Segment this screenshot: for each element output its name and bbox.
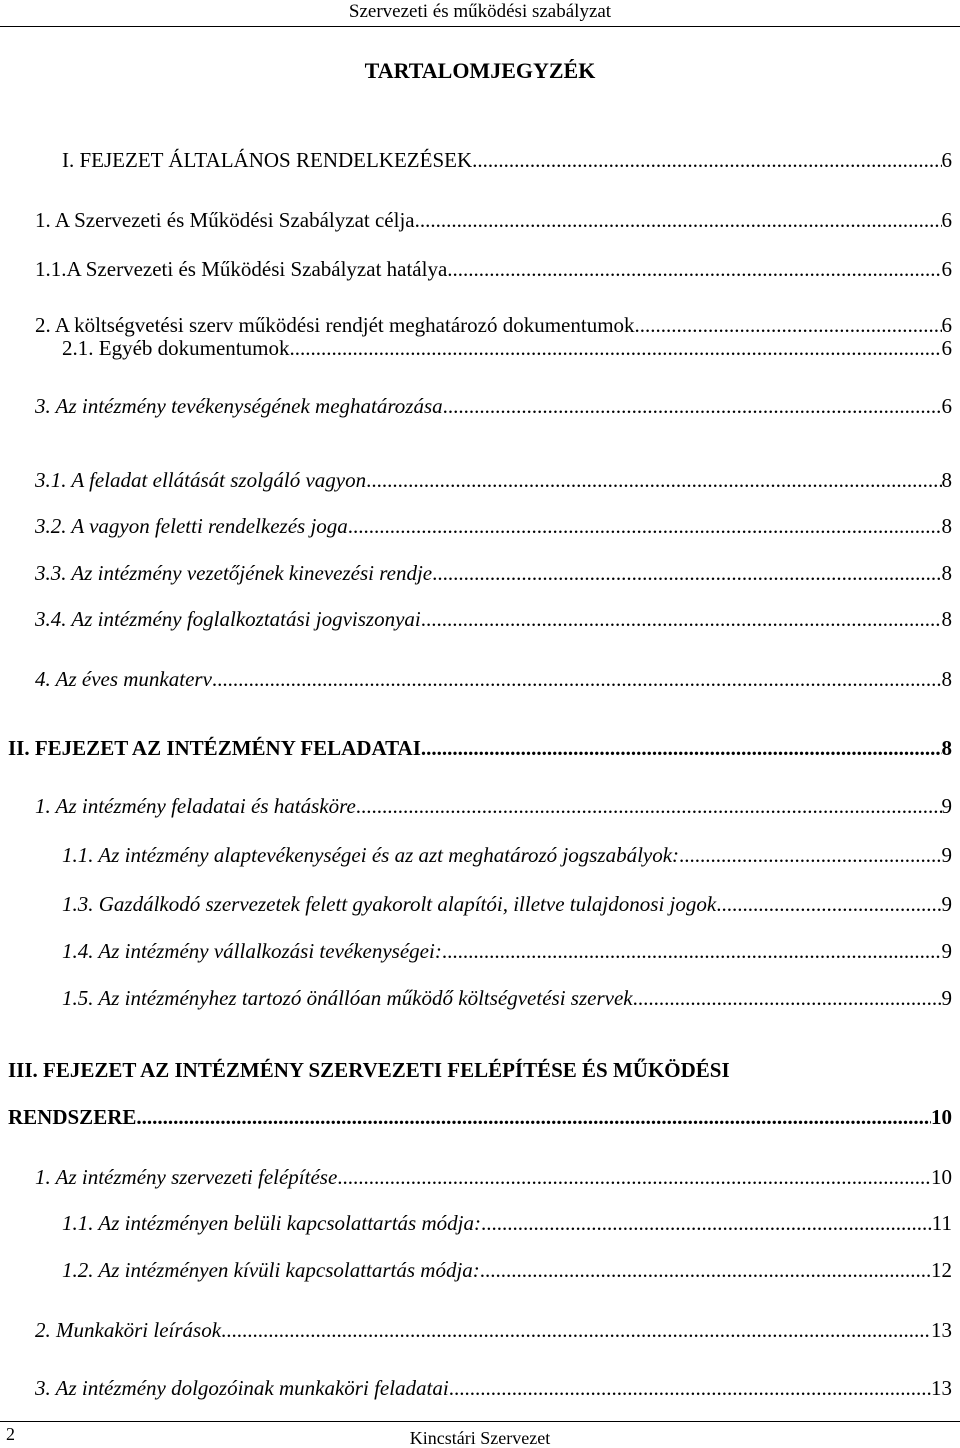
toc-entry-label: 1.3. Gazdálkodó szervezetek felett gyakorolt alapítói, illetve tulajdonosi jogok [62, 892, 717, 916]
toc-entry-label: 2.1. Egyéb dokumentumok [62, 336, 290, 360]
toc-entry-label: 2. A költségvetési szerv működési rendjét meghatározó dokumentumok [35, 313, 635, 337]
footer-rule [0, 1421, 960, 1422]
toc-entry-page: 13 [931, 1318, 952, 1342]
toc-leader-dots [447, 254, 941, 284]
toc-leader-dots [442, 936, 942, 966]
toc-leader-dots [443, 391, 942, 421]
toc-entry-page: 8 [941, 561, 952, 585]
toc-entry-chapter-2[interactable] [8, 733, 952, 763]
toc-entry-page: 11 [931, 1211, 952, 1235]
toc-entry-label: 1.4. Az intézmény vállalkozási tevékenységei: [62, 939, 442, 963]
toc-entry[interactable] [35, 254, 952, 284]
toc-entry-page: 8 [941, 667, 952, 691]
toc-entry-label: 3.4. Az intézmény foglalkoztatási jogviszonyai [35, 607, 421, 631]
toc-entry[interactable] [35, 511, 952, 541]
toc-entry[interactable] [62, 840, 952, 870]
toc-leader-dots [421, 733, 942, 763]
toc-entry-page: 6 [941, 336, 952, 360]
toc-leader-dots [472, 145, 941, 175]
toc-entry-page: 9 [941, 986, 952, 1010]
toc-entry[interactable] [35, 558, 952, 588]
toc-entry-label: 1.5. Az intézményhez tartozó önállóan működő költségvetési szervek [62, 986, 633, 1010]
toc-leader-dots [679, 840, 941, 870]
toc-leader-dots [421, 604, 942, 634]
toc-entry-label: II. FEJEZET AZ INTÉZMÉNY FELADATAI [8, 736, 421, 760]
toc-entry-page: 8 [941, 736, 952, 760]
toc-entry-label: 3.2. A vagyon feletti rendelkezés joga [35, 514, 348, 538]
toc-entry-label-continuation: RENDSZERE [8, 1105, 137, 1129]
toc-entry[interactable] [35, 205, 952, 235]
toc-entry[interactable] [62, 936, 952, 966]
toc-entry[interactable] [35, 791, 952, 821]
toc-entry[interactable] [35, 1162, 952, 1192]
toc-entry-page: 9 [941, 892, 952, 916]
toc-entry-page: 8 [941, 468, 952, 492]
toc-entry-label: 1.1.A Szervezeti és Működési Szabályzat hatálya [35, 257, 448, 281]
toc-entry[interactable] [35, 465, 952, 495]
toc-entry-label: 1. Az intézmény szervezeti felépítése [35, 1165, 338, 1189]
toc-leader-dots [289, 333, 941, 363]
toc-entry-label: 1.2. Az intézményen kívüli kapcsolattartás módja: [62, 1258, 480, 1282]
toc-entry-label: 1. Az intézmény feladatai és hatásköre [35, 794, 356, 818]
toc-entry[interactable] [62, 1255, 952, 1285]
toc-entry-label: 4. Az éves munkaterv [35, 667, 212, 691]
toc-entry-label: 3.3. Az intézmény vezetőjének kinevezési rendje [35, 561, 433, 585]
toc-entry-label: 1. A Szervezeti és Működési Szabályzat célja [35, 208, 415, 232]
toc-entry-page: 10 [931, 1105, 952, 1129]
toc-entry-page: 6 [941, 208, 952, 232]
toc-leader-dots [432, 558, 941, 588]
page-number: 2 [6, 1424, 15, 1444]
toc-leader-dots [480, 1255, 931, 1285]
toc-entry[interactable] [35, 1373, 952, 1403]
toc-leader-dots [356, 791, 942, 821]
toc-leader-dots [348, 511, 942, 541]
toc-entry-page: 6 [941, 313, 952, 337]
toc-entry-page: 6 [941, 148, 952, 172]
toc-entry-page: 13 [931, 1376, 952, 1400]
toc-entry-page: 10 [931, 1165, 952, 1189]
toc-leader-dots [415, 205, 942, 235]
toc-title: TARTALOMJEGYZÉK [364, 58, 596, 83]
toc-entry[interactable] [62, 983, 952, 1013]
running-footer: Kincstári Szervezet [409, 1428, 551, 1448]
toc-entry-page: 12 [931, 1258, 952, 1282]
toc-leader-dots [337, 1162, 931, 1192]
toc-entry[interactable] [62, 1208, 952, 1238]
toc-entry[interactable] [62, 889, 952, 919]
toc-entry-page: 6 [941, 394, 952, 418]
toc-leader-dots [366, 465, 941, 495]
toc-entry-label: I. FEJEZET ÁLTALÁNOS RENDELKEZÉSEK [62, 148, 473, 172]
toc-entry[interactable] [62, 333, 952, 363]
toc-leader-dots [136, 1102, 931, 1132]
toc-entry[interactable] [35, 604, 952, 634]
toc-entry-page: 9 [941, 843, 952, 867]
toc-entry-page: 6 [941, 257, 952, 281]
toc-entry-label: III. FEJEZET AZ INTÉZMÉNY SZERVEZETI FELÉPÍTÉSE ÉS MŰKÖDÉSI [8, 1058, 730, 1082]
toc-leader-dots [221, 1315, 931, 1345]
toc-entry-label: 3.1. A feladat ellátását szolgáló vagyon [35, 468, 367, 492]
toc-entry-label: 2. Munkaköri leírások [35, 1318, 222, 1342]
toc-leader-dots [481, 1208, 932, 1238]
toc-entry-chapter-1[interactable] [62, 145, 952, 175]
toc-leader-dots [449, 1373, 931, 1403]
toc-leader-dots [212, 664, 942, 694]
toc-entry-label: 3. Az intézmény dolgozóinak munkaköri feladatai [35, 1376, 449, 1400]
toc-entry-page: 9 [941, 794, 952, 818]
toc-entry-label: 3. Az intézmény tevékenységének meghatározása [35, 394, 443, 418]
toc-leader-dots [716, 889, 941, 919]
toc-entry-page: 8 [941, 514, 952, 538]
toc-entry[interactable] [35, 1315, 952, 1345]
toc-entry[interactable] [35, 664, 952, 694]
toc-entry-page: 8 [941, 607, 952, 631]
running-header-title: Szervezeti és működési szabályzat [348, 1, 612, 22]
toc-entry-page: 9 [941, 939, 952, 963]
toc-entry-label: 1.1. Az intézmény alaptevékenységei és az azt meghatározó jogszabályok: [62, 843, 680, 867]
toc-entry-label: 1.1. Az intézményen belüli kapcsolattartás módja: [62, 1211, 481, 1235]
toc-entry-continuation [8, 1102, 952, 1132]
toc-entry[interactable] [35, 391, 952, 421]
toc-leader-dots [633, 983, 942, 1013]
